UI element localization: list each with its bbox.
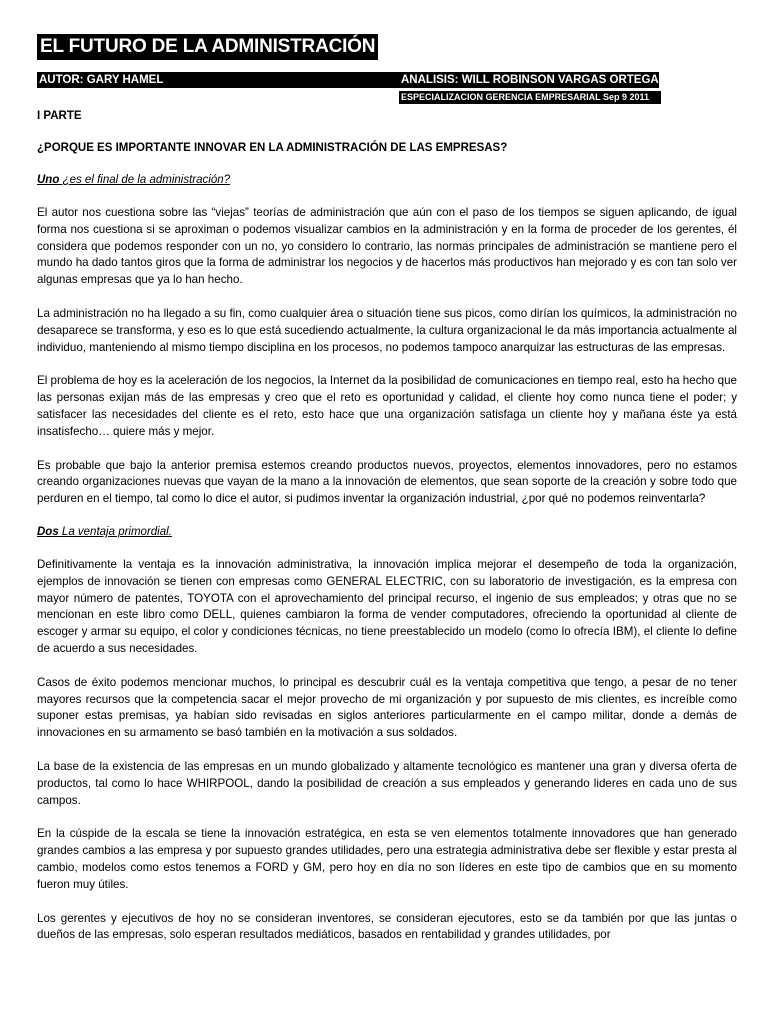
section-title: ¿es el final de la administración?: [59, 174, 231, 186]
document-title: EL FUTURO DE LA ADMINISTRACIÓN: [37, 34, 378, 60]
main-question: ¿PORQUE ES IMPORTANTE INNOVAR EN LA ADMINISTRACIÓN DE LAS EMPRESAS?: [37, 142, 508, 154]
paragraph: Es probable que bajo la anterior premisa estemos creando productos nuevos, proyectos, elementos innovadores, pero no estamos creando organizaciones nuevas que vayan de la mano a la innovación de elementos, que sean soporte de la creación y sobre todo que perduren en el tiempo, tal como lo dice el autor, si pudimos inventar la organización industrial, ¿por qué no podemos reinventarla?: [37, 458, 737, 506]
paragraph: En la cúspide de la escala se tiene la innovación estratégica, en esta se ven elementos totalmente innovadores que han generado grandes cambios a las empresa y por supuesto grandes utilidades, pero una estrategia administrativa debe ser flexible y estar presta al cambio, modelos como estos tenemos a FORD y GM, pero hoy en día no son líderes en este tipo de cambios que en su momento fueron muy útiles.: [37, 827, 737, 891]
paragraph: El autor nos cuestiona sobre las “viejas” teorías de administración que aún con el paso de los tiempos se siguen aplicando, de igual forma nos cuestiona si se aproximan o podemos visualizar cambios en la administración y en la forma de proceder de los gerentes, él considera que podemos responder con un no, yo considero lo contrario, las normas principales de administración se mantiene pero el mundo ha dado tantos giros que la forma de administrar los negocios y de hacerlos más productivos han mejorado y es con tan solo ver algunas empresas que ya lo han hecho.: [37, 206, 737, 287]
specialization-label: ESPECIALIZACION GERENCIA EMPRESARIAL Sep 9 2011: [399, 91, 661, 104]
section-title: La ventaja primordial.: [58, 525, 172, 538]
paragraph: La base de la existencia de las empresas en un mundo globalizado y altamente tecnológico es mantener una gran y diversa oferta de productos, tal como lo hace WHIRPOOL, dando la posibilidad de creación a sus empleados y generando lideres en cada uno de sus campos.: [37, 759, 737, 807]
section-heading-uno: [37, 172, 737, 188]
paragraph: Los gerentes y ejecutivos de hoy no se consideran inventores, se consideran ejecutores, esto se da también por que las juntas o dueños de las empresas, solo esperan resultados mediáticos, basados en rentabilidad y grandes utilidades, por: [37, 911, 737, 942]
analysis-label: ANALISIS: WILL ROBINSON VARGAS ORTEGA: [401, 74, 659, 86]
author-label: AUTOR: GARY HAMEL: [39, 74, 164, 86]
section-number: Uno: [37, 174, 60, 186]
paragraph: La administración no ha llegado a su fin, como cualquier área o situación tiene sus picos, como dirían los químicos, la administración no desaparece se transforma, y eso es lo que está sucediendo actualmente, la cultura organizacional le da más importancia actualmente al individuo, manteniendo al mismo tiempo disciplina en los procesos, no podemos tampoco anarquizar las estructuras de las empresas.: [37, 306, 737, 354]
author-bar: [37, 72, 659, 88]
section-number: Dos: [37, 525, 59, 538]
part-heading: I PARTE: [37, 110, 82, 122]
paragraph: El problema de hoy es la aceleración de los negocios, la Internet da la posibilidad de comunicaciones en tiempo real, esto ha hecho que las personas exijan más de las empresas y creo que el reto es oportunidad y calidad, el cliente hoy como nunca tiene el poder; y satisfacer las necesidades del cliente es el reto, esto hace que una organización satisfaga un cliente hoy y mañana éste ya está insatisfecho… quiere más y mejor.: [37, 374, 737, 438]
paragraph: Casos de éxito podemos mencionar muchos, lo principal es descubrir cuál es la ventaja competitiva que tengo, a pesar de no tener mayores recursos que la competencia sacar el mejor provecho de mi organización y por supuesto de mis clientes, es increíble como suponer estas premisas, ya habían sido revisadas en siglos anteriores particularmente en el campo militar, donde a demás de innovaciones en su armamento se basó también en la motivación a sus soldados.: [37, 675, 737, 740]
paragraph: Definitivamente la ventaja es la innovación administrativa, la innovación implica mejorar el desempeño de toda la organización, ejemplos de innovación se tienen con empresas como GENERAL ELECTRIC, con su laboratorio de investigación, es la empresa con mayor número de patentes, TOYOTA con el aprovechamiento del principal recurso, el ingenio de sus empleados; y otras que no se mencionan en este libro como DELL, quienes cambiaron la forma de vender computadores, ofreciendo la oportunidad al cliente de escoger y armar su equipo, el color y condiciones técnicas, no tiene preestablecido un modelo (como lo ofrecía IBM), el cliente lo define de acuerdo a sus necesidades.: [37, 557, 737, 655]
section-heading-dos: [37, 524, 737, 540]
